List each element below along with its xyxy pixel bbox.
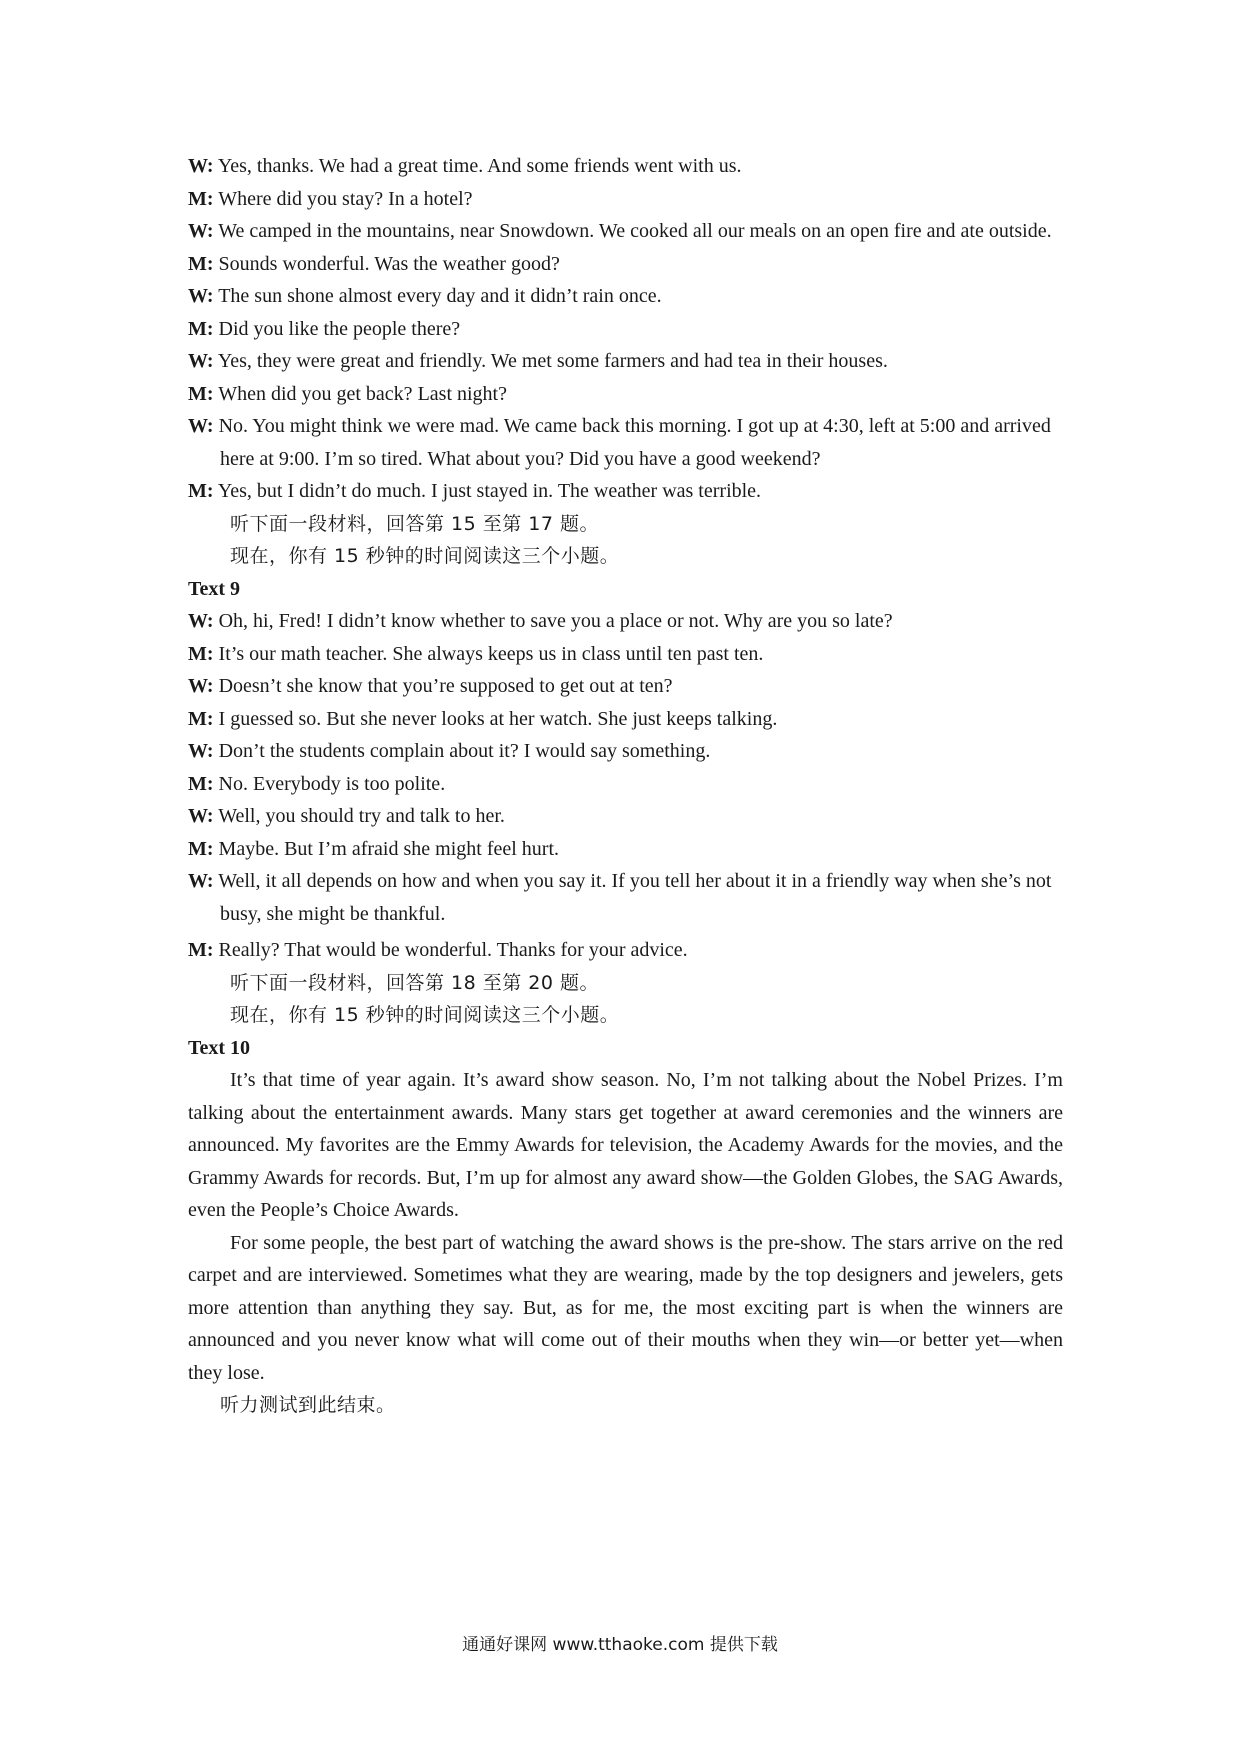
dialogue-line [188,865,1063,930]
dialogue-line [188,605,1063,638]
speaker-label: W: [188,415,214,437]
dialogue-line [188,150,1063,183]
dialogue-section-b [188,605,1063,967]
speaker-label: M: [188,480,214,502]
dialogue-text: Did you like the people there? [218,317,461,340]
instruction-line: 听下面一段材料，回答第 18 至第 20 题。 [230,971,600,994]
instruction-line: 听下面一段材料，回答第 15 至第 17 题。 [230,512,600,535]
instruction-line: 现在，你有 15 秒钟的时间阅读这三个小题。 [230,1004,620,1026]
dialogue-text: No. You might think we were mad. We came back this morning. I got up at 4:30, left at 5:00 and arrived here at 9:00. I’m so tired. What about you? Did you have a good weekend? [218,415,1051,470]
dialogue-text: Oh, hi, Fred! I didn’t know whether to save you a place or not. Why are you so late? [218,610,893,632]
speaker-label: M: [188,707,214,730]
dialogue-text: Really? That would be wonderful. Thanks for your advice. [218,939,688,961]
dialogue-line [188,670,1063,703]
dialogue-line [188,280,1063,313]
speaker-label: W: [188,740,214,762]
dialogue-text: It’s our math teacher. She always keeps us in class until ten past ten. [218,642,764,665]
speaker-label: W: [188,675,214,697]
dialogue-line [188,800,1063,833]
dialogue-text: We camped in the mountains, near Snowdown. We cooked all our meals on an open fire and ate outside. [218,220,1052,242]
document-body [188,150,1063,1422]
speaker-label: W: [188,610,214,632]
section-heading-text-10: Text 10 [188,1036,251,1059]
dialogue-line [188,638,1063,671]
dialogue-text: Yes, but I didn’t do much. I just stayed in. The weather was terrible. [217,480,762,502]
speaker-label: M: [188,837,214,860]
dialogue-text: I guessed so. But she never looks at her watch. She just keeps talking. [218,707,778,730]
speaker-label: M: [188,642,214,665]
speaker-label: M: [188,382,214,405]
dialogue-text: Well, it all depends on how and when you say it. If you tell her about it in a friendly way when she’s not busy, she might be thankful. [218,870,1052,925]
speaker-label: W: [188,870,214,892]
dialogue-line [188,313,1063,346]
speaker-label: M: [188,252,214,275]
dialogue-text: Yes, thanks. We had a great time. And some friends went with us. [217,155,742,177]
speaker-label: M: [188,939,214,961]
dialogue-text: Yes, they were great and friendly. We met some farmers and had tea in their houses. [217,350,888,372]
speaker-label: W: [188,805,214,827]
dialogue-line [188,703,1063,736]
dialogue-text: Sounds wonderful. Was the weather good? [218,252,560,275]
dialogue-text: The sun shone almost every day and it didn’t rain once. [218,285,662,307]
speaker-label: W: [188,220,214,242]
speaker-label: W: [188,285,214,307]
dialogue-text: Where did you stay? In a hotel? [218,187,473,210]
speaker-label: M: [188,187,214,210]
dialogue-text: When did you get back? Last night? [218,382,507,405]
dialogue-line [188,345,1063,378]
instruction-line: 现在，你有 15 秒钟的时间阅读这三个小题。 [230,545,620,567]
dialogue-line [188,768,1063,801]
dialogue-line [188,248,1063,281]
speaker-label: M: [188,772,214,795]
dialogue-line [188,833,1063,866]
speaker-label: W: [188,155,214,177]
passage-paragraph: For some people, the best part of watching the award shows is the pre-show. The stars arrive on the red carpet and are interviewed. Sometimes what they are wearing, made by the top designers and jewelers, gets more attention than anything they say. But, as for me, the most exciting part is when the winners are announced and you never know what will come out of their mouths when they win—or better yet—when they lose. [188,1231,1063,1384]
dialogue-line [188,934,1063,967]
dialogue-line [188,378,1063,411]
dialogue-section-a [188,150,1063,508]
dialogue-text: Maybe. But I’m afraid she might feel hurt. [218,837,560,860]
page-footer: 通通好课网 www.tthaoke.com 提供下载 [462,1635,778,1655]
dialogue-line [188,410,1063,475]
passage-paragraph: It’s that time of year again. It’s award show season. No, I’m not talking about the Nobel Prizes. I’m talking about the entertainment awards. Many stars get together at award ceremonies and the winners are announced. My favorites are the Emmy Awards for television, the Academy Awards for the movies, and the Grammy Awards for records. But, I’m up for almost any award show—the Golden Globes, the SAG Awards, even the People’s Choice Awards. [188,1069,1063,1221]
dialogue-line [188,183,1063,216]
dialogue-text: Don’t the students complain about it? I would say something. [218,740,711,762]
section-heading-text-9: Text 9 [188,577,241,600]
dialogue-line [188,735,1063,768]
dialogue-text: No. Everybody is too polite. [218,772,446,795]
dialogue-line [188,215,1063,248]
speaker-label: W: [188,350,214,372]
dialogue-text: Well, you should try and talk to her. [218,805,505,827]
end-note: 听力测试到此结束。 [220,1394,396,1416]
dialogue-line [188,475,1063,508]
dialogue-text: Doesn’t she know that you’re supposed to get out at ten? [218,675,673,697]
speaker-label: M: [188,317,214,340]
